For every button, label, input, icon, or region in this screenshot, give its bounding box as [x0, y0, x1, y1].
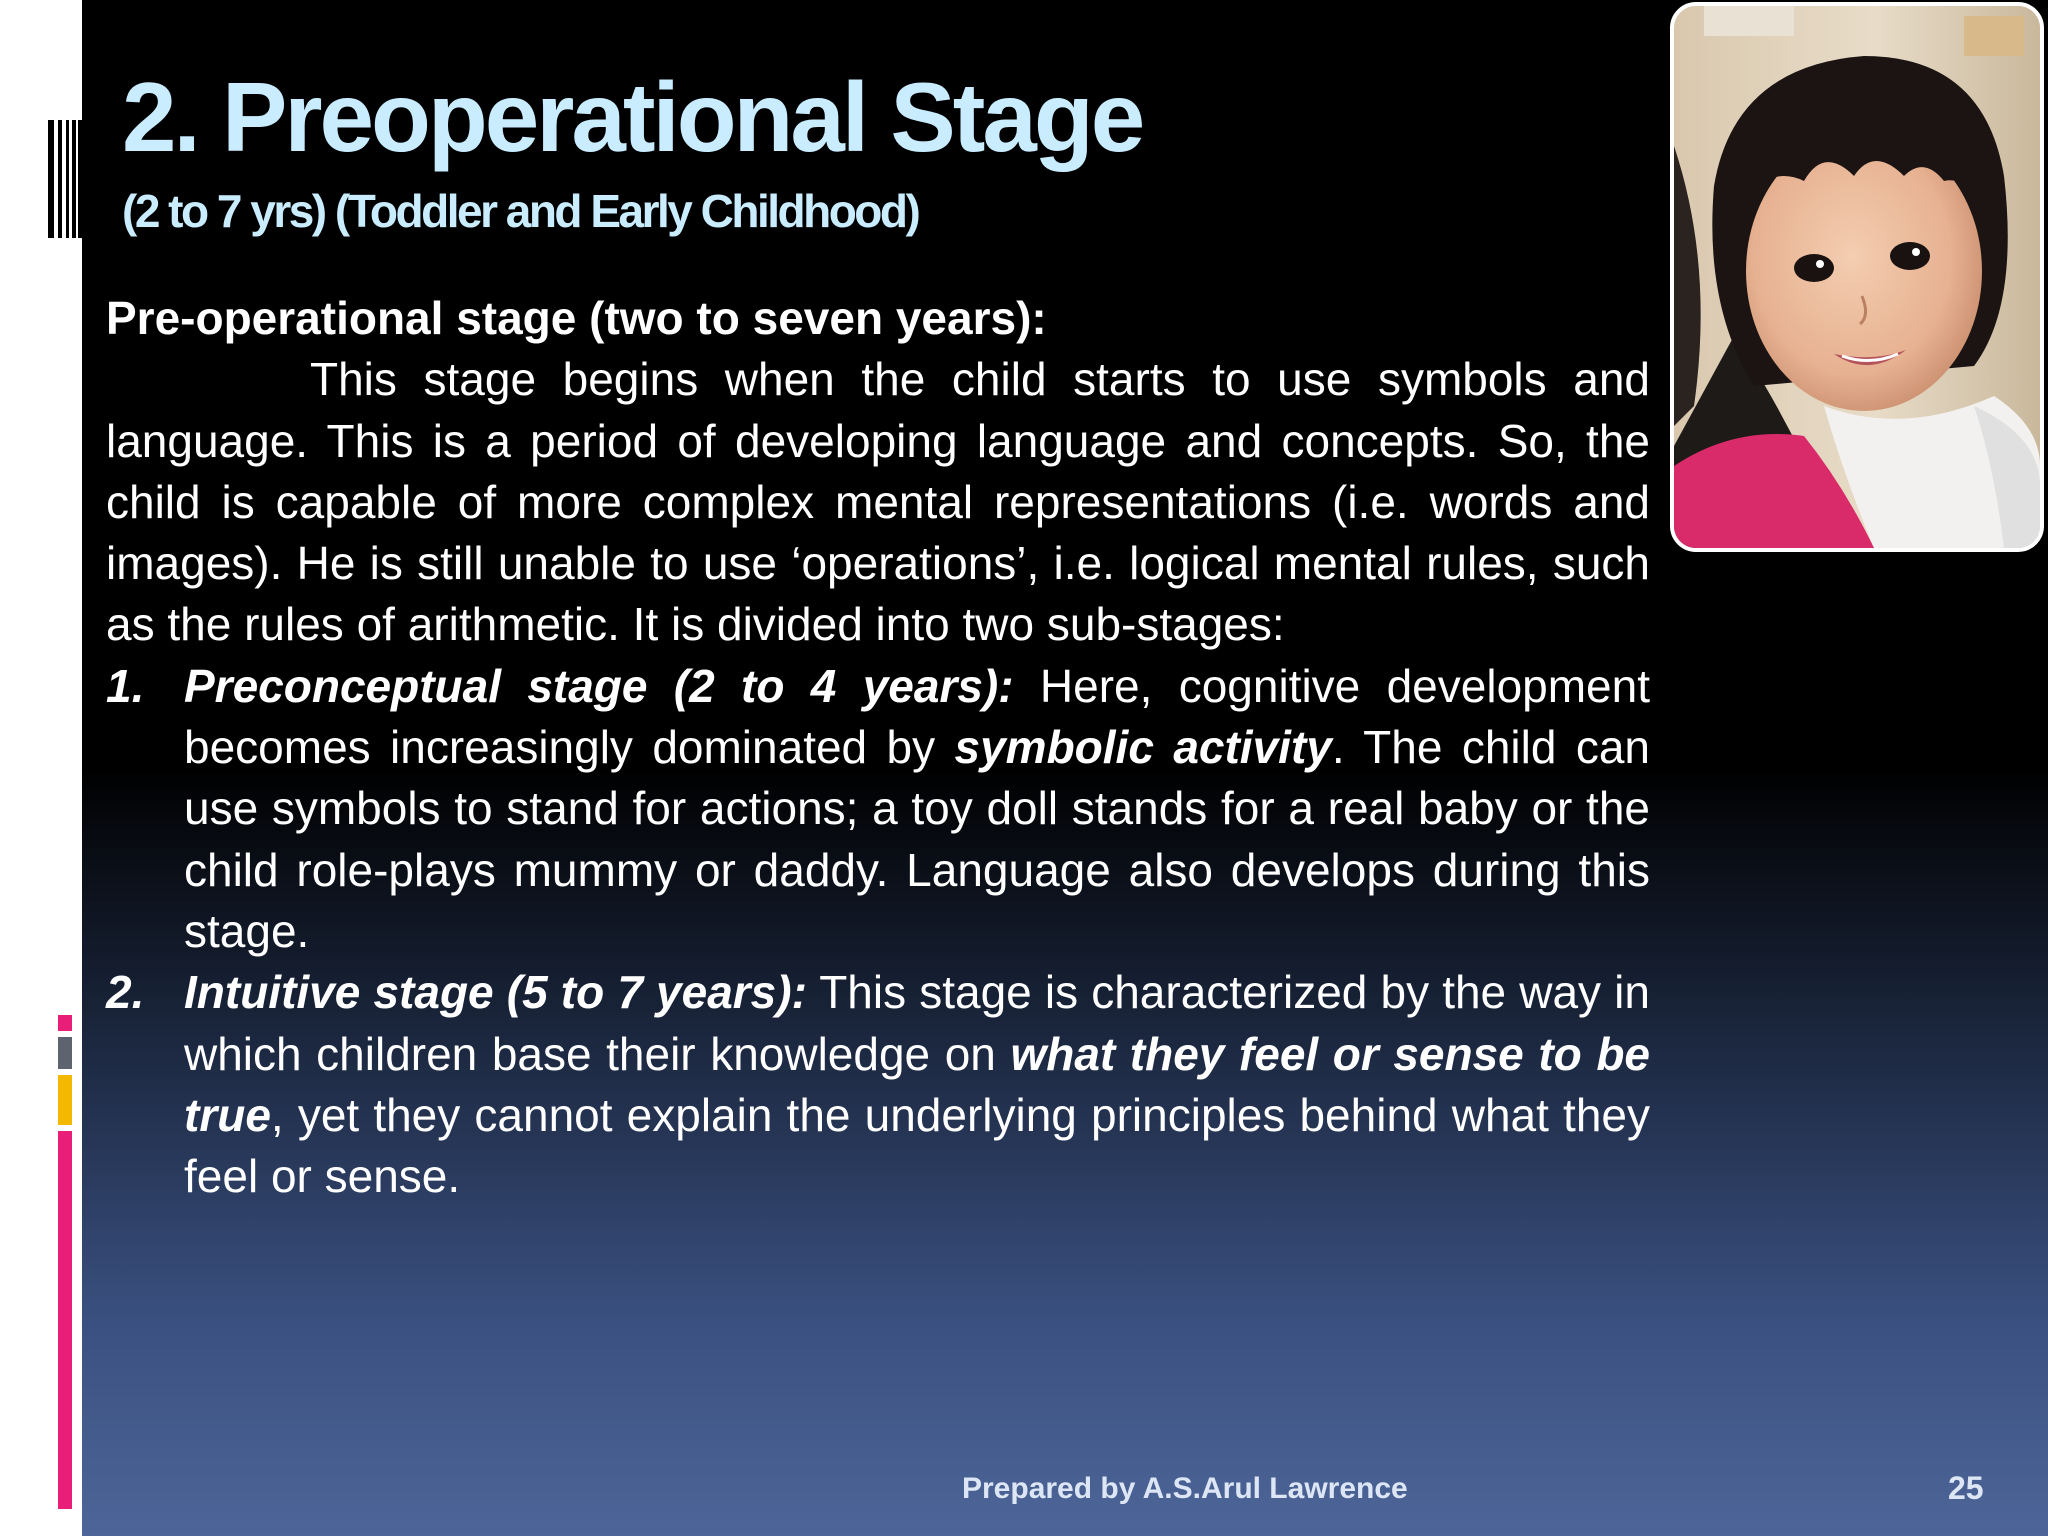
- intro-heading: Pre-operational stage (two to seven years):: [106, 292, 1047, 344]
- substage-text: This stage is characterized by the way in which children base their knowledge on: [184, 966, 1650, 1080]
- decorative-pink-block-small: [58, 1015, 72, 1031]
- substage-text: . The child can use symbols to stand for actions; a toy doll stands for a real baby or the child role-plays mummy or daddy. Language also develops during this stage.: [184, 721, 1650, 957]
- decorative-slate-block: [58, 1037, 72, 1069]
- substage-label: Intuitive stage (5 to 7 years):: [184, 966, 807, 1019]
- list-item: [106, 962, 1650, 1207]
- list-item: [106, 656, 1650, 962]
- decorative-yellow-block: [58, 1075, 72, 1125]
- substage-text: Here, cognitive development becomes increasingly dominated by: [184, 659, 1650, 774]
- child-photo-illustration: [1674, 6, 2040, 548]
- substage-emphasis: symbolic activity: [954, 721, 1332, 774]
- substage-label: Preconceptual stage (2 to 4 years):: [184, 659, 1014, 712]
- list-number: 1.: [106, 659, 145, 712]
- substage-text: , yet they cannot explain the underlying principles behind what they feel or sense.: [184, 1088, 1650, 1203]
- slide-subtitle: (2 to 7 yrs) (Toddler and Early Childhood): [122, 185, 919, 237]
- list-number: 2.: [106, 966, 145, 1019]
- slide-title: 2. Preoperational Stage: [122, 62, 1143, 172]
- footer-credit: Prepared by A.S.Arul Lawrence: [962, 1472, 1408, 1505]
- slide-body: [106, 288, 1650, 1207]
- page-number: 25: [1948, 1470, 1984, 1506]
- decorative-pink-bar: [58, 1131, 72, 1509]
- intro-paragraph: This stage begins when the child starts to use symbols and language. This is a period of developing language and concepts. So, the child is capable of more complex mental representations (i.e. words and images). He is still unable to use ‘operations’, i.e. logical mental rules, such as the rules of arithmetic. It is divided into two sub-stages:: [106, 353, 1650, 651]
- substage-emphasis: what they feel or sense to be true: [184, 1027, 1650, 1141]
- decorative-stripes: [48, 120, 82, 238]
- child-photo: [1670, 2, 2044, 552]
